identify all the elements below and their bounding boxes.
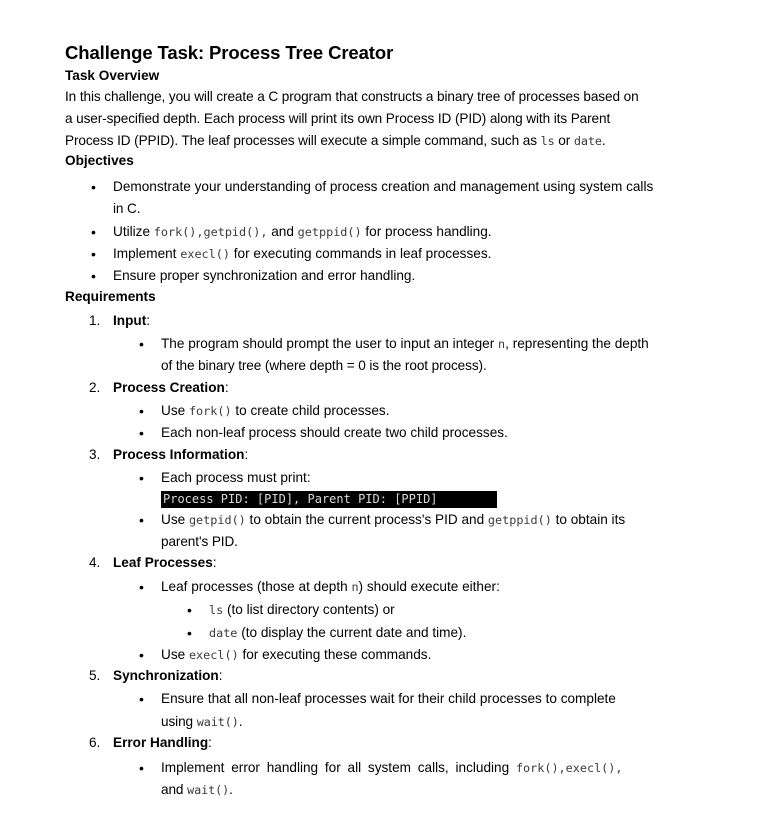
overview-line-1: In this challenge, you will create a C program that constructs a binary tree of processes based on bbox=[65, 89, 639, 104]
requirement-4-sub-2: • date (to display the current date and time). bbox=[209, 622, 466, 644]
requirement-1-bullet-1-cont: of the binary tree (where depth = 0 is the root process). bbox=[161, 358, 487, 373]
code-date: date bbox=[573, 134, 602, 148]
overview-line-2: a user-specified depth. Each process will print its own Process ID (PID) along with its Parent bbox=[65, 111, 611, 126]
task-overview-heading: Task Overview bbox=[65, 68, 160, 83]
page-title: Challenge Task: Process Tree Creator bbox=[65, 42, 394, 63]
objective-1: • Demonstrate your understanding of process creation and management using system calls bbox=[113, 176, 653, 198]
objective-2: • Utilize fork(),getpid(), and getppid() for process handling. bbox=[113, 221, 492, 243]
terminal-output-example: Process PID: [PID], Parent PID: [PPID] bbox=[161, 491, 497, 508]
requirement-3: 3. Process Information: bbox=[89, 447, 249, 462]
requirement-6-bullet-1-cont: and wait(). bbox=[161, 782, 233, 797]
requirement-2: 2. Process Creation: bbox=[89, 380, 229, 395]
requirement-6-bullet-1: • Implement error handling for all system calls, including fork(),execl(), bbox=[161, 757, 689, 779]
requirement-4-bullet-2: • Use execl() for executing these commands. bbox=[161, 644, 431, 666]
requirement-1: 1. Input: bbox=[89, 313, 150, 328]
requirement-6: 6. Error Handling: bbox=[89, 735, 212, 750]
objective-4: • Ensure proper synchronization and error handling. bbox=[113, 265, 415, 287]
requirement-3-bullet-2: • Use getpid() to obtain the current process's PID and getppid() to obtain its bbox=[161, 509, 625, 531]
requirement-2-bullet-1: • Use fork() to create child processes. bbox=[161, 400, 390, 422]
requirement-3-bullet-1: • Each process must print: bbox=[161, 467, 311, 489]
requirement-4-bullet-1: • Leaf processes (those at depth n) should execute either: bbox=[161, 576, 500, 598]
requirement-2-bullet-2: • Each non-leaf process should create two child processes. bbox=[161, 422, 508, 444]
requirement-5-bullet-1-cont: using wait(). bbox=[161, 714, 243, 729]
requirements-heading: Requirements bbox=[65, 289, 156, 304]
requirement-1-bullet-1: • The program should prompt the user to input an integer n, representing the depth bbox=[161, 333, 649, 355]
requirement-4: 4. Leaf Processes: bbox=[89, 555, 217, 570]
requirement-5-bullet-1: • Ensure that all non-leaf processes wait for their child processes to complete bbox=[161, 688, 689, 710]
objective-3: • Implement execl() for executing commands in leaf processes. bbox=[113, 243, 491, 265]
requirement-5: 5. Synchronization: bbox=[89, 668, 223, 683]
requirement-3-bullet-2-cont: parent's PID. bbox=[161, 534, 238, 549]
code-ls: ls bbox=[540, 134, 555, 148]
objectives-heading: Objectives bbox=[65, 153, 134, 168]
overview-line-3: Process ID (PPID). The leaf processes will execute a simple command, such as ls or date. bbox=[65, 133, 606, 148]
requirement-4-sub-1: • ls (to list directory contents) or bbox=[209, 599, 395, 621]
objective-1-cont: in C. bbox=[113, 201, 141, 216]
